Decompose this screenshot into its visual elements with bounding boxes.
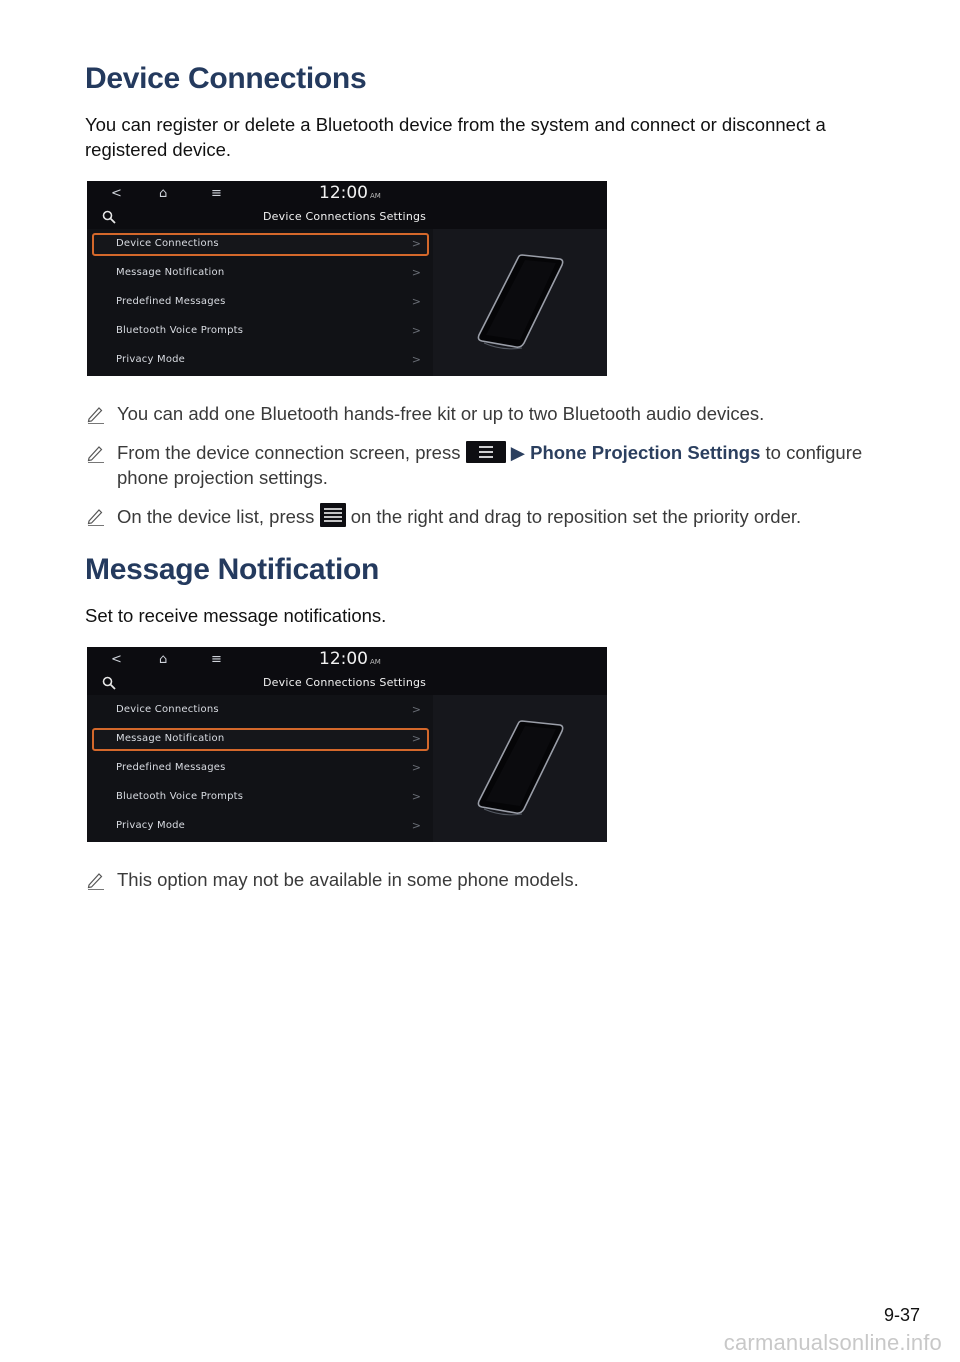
- screen-title: Device Connections Settings: [263, 676, 427, 689]
- page-number: 9-37: [883, 1305, 920, 1325]
- note-text: This option may not be available in some phone models.: [117, 869, 579, 890]
- list-item-label: Message Notification: [116, 267, 225, 278]
- list-item-label: Predefined Messages: [116, 762, 226, 773]
- list-item-bluetooth-voice-prompts[interactable]: [92, 320, 429, 343]
- clock-time: 12:00: [319, 649, 368, 669]
- settings-list: [87, 229, 433, 376]
- search-icon[interactable]: [102, 676, 116, 690]
- chevron-right-icon: >: [411, 761, 421, 774]
- clock-ampm: AM: [370, 658, 381, 666]
- clock: [319, 649, 381, 669]
- pencil-icon: [85, 404, 105, 424]
- menu-button-icon: [466, 441, 506, 463]
- note-text-part: to configure phone projection settings.: [117, 442, 863, 488]
- chevron-right-icon: >: [411, 295, 421, 308]
- note-text: [117, 440, 887, 490]
- list-item-label: Device Connections: [116, 238, 219, 249]
- list-item-message-notification[interactable]: [92, 728, 429, 751]
- menu-icon[interactable]: ≡: [211, 186, 222, 201]
- screenshot-device-connections: [87, 181, 607, 376]
- pencil-icon: [85, 443, 105, 463]
- list-item-label: Privacy Mode: [116, 820, 186, 831]
- list-item-privacy-mode[interactable]: [92, 815, 429, 838]
- smartphone-icon: [472, 717, 572, 817]
- chevron-right-icon: >: [411, 819, 421, 832]
- list-item-predefined-messages[interactable]: [92, 757, 429, 780]
- back-icon[interactable]: <: [111, 186, 122, 201]
- list-item-label: Message Notification: [116, 733, 225, 744]
- menu-icon[interactable]: ≡: [211, 652, 222, 667]
- status-bar: [87, 181, 607, 209]
- list-item-bluetooth-voice-prompts[interactable]: [92, 786, 429, 809]
- screenshot-message-notification: [87, 647, 607, 842]
- chevron-right-icon: >: [411, 732, 421, 745]
- list-item-label: Device Connections: [116, 704, 219, 715]
- list-item-label: Predefined Messages: [116, 296, 226, 307]
- note-bold-term: Phone Projection Settings: [530, 442, 761, 463]
- arrow-right-icon: ▶: [510, 442, 525, 463]
- note-text-part: From the device connection screen, press: [117, 442, 461, 463]
- clock-time: 12:00: [319, 183, 368, 203]
- chevron-right-icon: >: [411, 353, 421, 366]
- status-bar: [87, 647, 607, 675]
- drag-handle-icon: [320, 503, 346, 527]
- chevron-right-icon: >: [411, 266, 421, 279]
- list-item-device-connections[interactable]: [92, 699, 429, 722]
- list-item-message-notification[interactable]: [92, 262, 429, 285]
- back-icon[interactable]: <: [111, 652, 122, 667]
- chevron-right-icon: >: [411, 790, 421, 803]
- section-intro-device-connections: You can register or delete a Bluetooth device from the system and connect or disconnect a registered device.: [85, 114, 826, 160]
- screen-title: Device Connections Settings: [263, 210, 427, 223]
- section-intro-message-notification: Set to receive message notifications.: [85, 605, 387, 626]
- home-icon[interactable]: ⌂: [159, 652, 168, 667]
- section-heading-message-notification: Message Notification: [85, 553, 380, 586]
- home-icon[interactable]: ⌂: [159, 186, 168, 201]
- chevron-right-icon: >: [411, 703, 421, 716]
- list-item-label: Privacy Mode: [116, 354, 186, 365]
- pencil-icon: [85, 506, 105, 526]
- note-text-part: on the right and drag to reposition set the priority order.: [350, 506, 802, 527]
- list-item-label: Bluetooth Voice Prompts: [116, 791, 244, 802]
- list-item-label: Bluetooth Voice Prompts: [116, 325, 244, 336]
- list-item-predefined-messages[interactable]: [92, 291, 429, 314]
- chevron-right-icon: >: [411, 237, 421, 250]
- watermark: carmanualsonline.info: [723, 1330, 942, 1355]
- list-item-device-connections[interactable]: [92, 233, 429, 256]
- clock-ampm: AM: [370, 192, 381, 200]
- note-text-part: On the device list, press: [117, 506, 315, 527]
- smartphone-icon: [472, 251, 572, 351]
- settings-list: [87, 695, 433, 842]
- clock: [319, 183, 381, 203]
- note-text: You can add one Bluetooth hands-free kit or up to two Bluetooth audio devices.: [117, 403, 765, 424]
- section-heading-device-connections: Device Connections: [85, 62, 367, 95]
- search-icon[interactable]: [102, 210, 116, 224]
- note-text: [117, 503, 887, 529]
- chevron-right-icon: >: [411, 324, 421, 337]
- list-item-privacy-mode[interactable]: [92, 349, 429, 372]
- pencil-icon: [85, 870, 105, 890]
